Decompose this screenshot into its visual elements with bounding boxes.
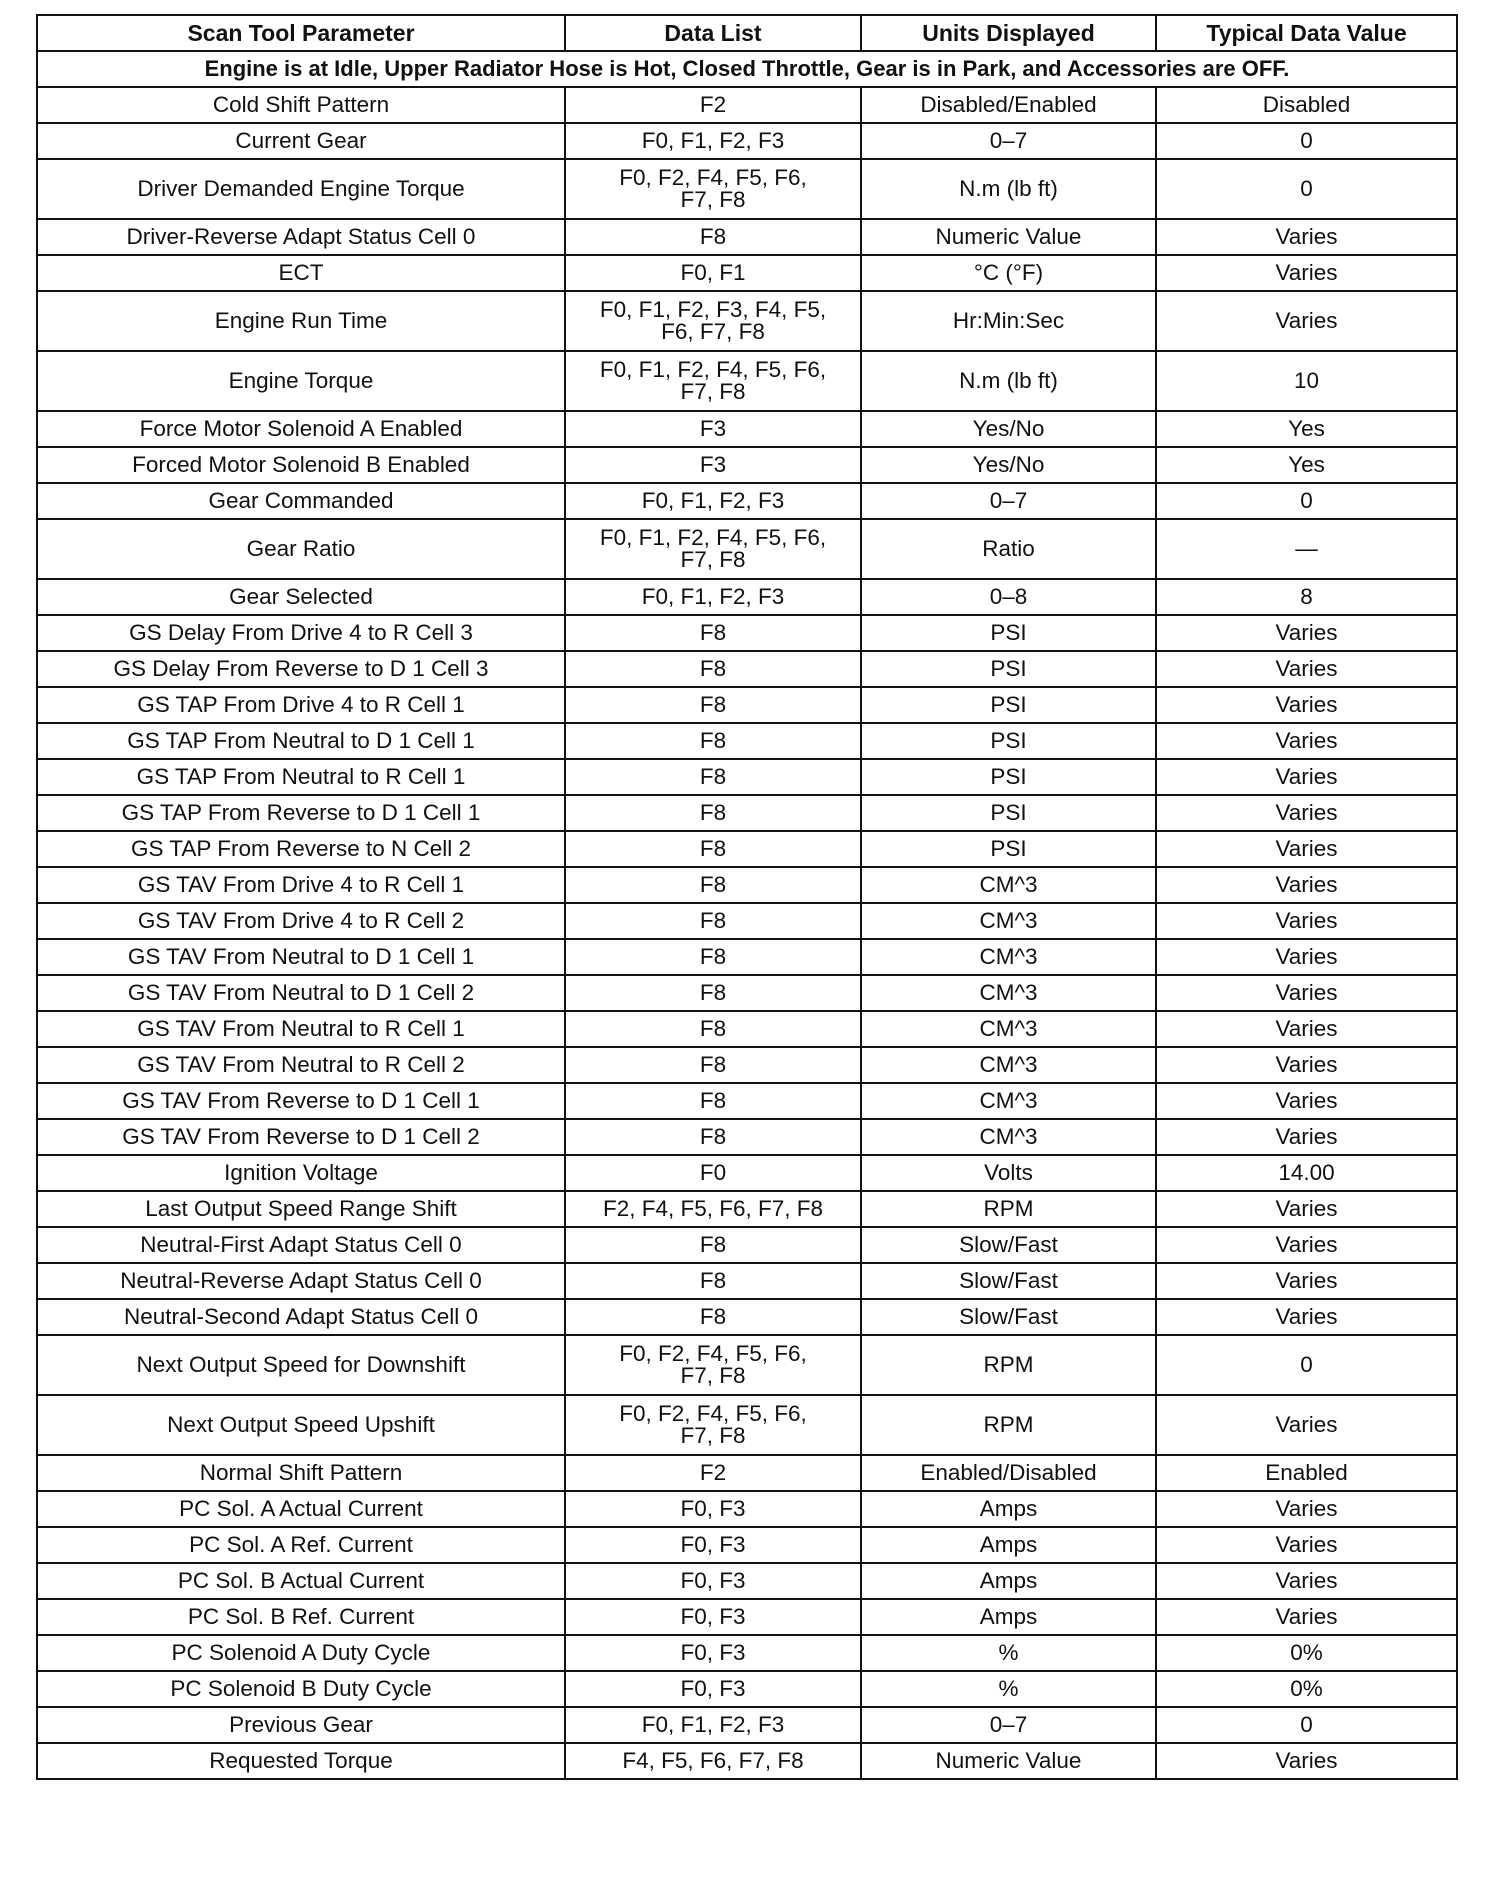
typical-value-cell: Varies — [1156, 831, 1457, 867]
data-list-cell: F0, F3 — [565, 1491, 861, 1527]
typical-value-cell: 0 — [1156, 1707, 1457, 1743]
typical-value-cell: Varies — [1156, 759, 1457, 795]
typical-value-cell: 0% — [1156, 1671, 1457, 1707]
typical-value-cell: Varies — [1156, 1395, 1457, 1455]
units-cell: PSI — [861, 795, 1156, 831]
parameter-cell: Engine Torque — [37, 351, 565, 411]
typical-value-cell: Varies — [1156, 651, 1457, 687]
table-row — [37, 723, 1457, 759]
typical-value-cell: 0 — [1156, 159, 1457, 219]
data-list-cell: F4, F5, F6, F7, F8 — [565, 1743, 861, 1779]
header-row — [37, 15, 1457, 51]
typical-value-cell: Varies — [1156, 1563, 1457, 1599]
table-row — [37, 519, 1457, 579]
parameter-cell: PC Sol. A Ref. Current — [37, 1527, 565, 1563]
units-cell: CM^3 — [861, 1047, 1156, 1083]
units-cell: Amps — [861, 1491, 1156, 1527]
parameter-cell: Cold Shift Pattern — [37, 87, 565, 123]
typical-value-cell: Yes — [1156, 411, 1457, 447]
parameter-cell: GS TAP From Drive 4 to R Cell 1 — [37, 687, 565, 723]
data-list-cell: F0, F1, F2, F3 — [565, 1707, 861, 1743]
table-row — [37, 651, 1457, 687]
units-cell: CM^3 — [861, 1011, 1156, 1047]
table-row — [37, 1743, 1457, 1779]
parameter-cell: PC Sol. B Ref. Current — [37, 1599, 565, 1635]
typical-value-cell: Disabled — [1156, 87, 1457, 123]
data-list-cell: F8 — [565, 651, 861, 687]
typical-value-cell: — — [1156, 519, 1457, 579]
parameter-cell: GS TAV From Neutral to D 1 Cell 1 — [37, 939, 565, 975]
typical-value-cell: Varies — [1156, 1047, 1457, 1083]
table-row — [37, 975, 1457, 1011]
data-list-cell: F0, F3 — [565, 1599, 861, 1635]
units-cell: RPM — [861, 1395, 1156, 1455]
units-cell: Yes/No — [861, 447, 1156, 483]
condition-row — [37, 51, 1457, 87]
table-row — [37, 1155, 1457, 1191]
data-list-cell: F0, F2, F4, F5, F6, F7, F8 — [565, 159, 861, 219]
units-cell: PSI — [861, 651, 1156, 687]
table-row — [37, 447, 1457, 483]
data-list-cell: F3 — [565, 411, 861, 447]
table-row — [37, 1299, 1457, 1335]
table-row — [37, 1191, 1457, 1227]
parameter-cell: Gear Ratio — [37, 519, 565, 579]
data-list-cell: F3 — [565, 447, 861, 483]
units-cell: Slow/Fast — [861, 1299, 1156, 1335]
data-list-cell: F8 — [565, 1047, 861, 1083]
units-cell: CM^3 — [861, 1083, 1156, 1119]
data-list-cell: F8 — [565, 939, 861, 975]
typical-value-cell: Varies — [1156, 903, 1457, 939]
typical-value-cell: Varies — [1156, 687, 1457, 723]
units-cell: 0–7 — [861, 123, 1156, 159]
table-row — [37, 1491, 1457, 1527]
units-cell: CM^3 — [861, 903, 1156, 939]
data-list-cell: F0 — [565, 1155, 861, 1191]
data-list-cell: F0, F2, F4, F5, F6, F7, F8 — [565, 1335, 861, 1395]
typical-value-cell: 0% — [1156, 1635, 1457, 1671]
units-cell: Hr:Min:Sec — [861, 291, 1156, 351]
test-condition-note: Engine is at Idle, Upper Radiator Hose is Hot, Closed Throttle, Gear is in Park, and Accessories are OFF. — [37, 51, 1457, 87]
table-row — [37, 411, 1457, 447]
table-row — [37, 1455, 1457, 1491]
units-cell: PSI — [861, 831, 1156, 867]
table-row — [37, 1263, 1457, 1299]
data-list-cell: F8 — [565, 723, 861, 759]
table-row — [37, 1707, 1457, 1743]
table-row — [37, 1527, 1457, 1563]
data-list-cell: F2 — [565, 1455, 861, 1491]
units-cell: Amps — [861, 1527, 1156, 1563]
parameter-cell: Driver Demanded Engine Torque — [37, 159, 565, 219]
parameter-cell: Previous Gear — [37, 1707, 565, 1743]
data-list-cell: F8 — [565, 831, 861, 867]
typical-value-cell: 0 — [1156, 1335, 1457, 1395]
header-units-displayed: Units Displayed — [861, 15, 1156, 51]
parameter-cell: Ignition Voltage — [37, 1155, 565, 1191]
parameter-cell: Gear Commanded — [37, 483, 565, 519]
table-row — [37, 903, 1457, 939]
typical-value-cell: Varies — [1156, 255, 1457, 291]
units-cell: PSI — [861, 723, 1156, 759]
parameter-cell: Gear Selected — [37, 579, 565, 615]
typical-value-cell: Yes — [1156, 447, 1457, 483]
data-list-cell: F8 — [565, 759, 861, 795]
units-cell: Enabled/Disabled — [861, 1455, 1156, 1491]
table-row — [37, 831, 1457, 867]
table-row — [37, 1671, 1457, 1707]
parameter-cell: GS TAP From Neutral to R Cell 1 — [37, 759, 565, 795]
units-cell: RPM — [861, 1191, 1156, 1227]
data-list-cell: F0, F1, F2, F3 — [565, 579, 861, 615]
table-row — [37, 1599, 1457, 1635]
data-list-cell: F0, F1, F2, F3, F4, F5, F6, F7, F8 — [565, 291, 861, 351]
table-row — [37, 687, 1457, 723]
table-body — [37, 51, 1457, 1779]
data-list-cell: F8 — [565, 1263, 861, 1299]
parameter-cell: PC Sol. B Actual Current — [37, 1563, 565, 1599]
units-cell: Slow/Fast — [861, 1263, 1156, 1299]
parameter-cell: Last Output Speed Range Shift — [37, 1191, 565, 1227]
units-cell: 0–7 — [861, 1707, 1156, 1743]
data-list-cell: F8 — [565, 615, 861, 651]
parameter-cell: Neutral-First Adapt Status Cell 0 — [37, 1227, 565, 1263]
parameter-cell: Force Motor Solenoid A Enabled — [37, 411, 565, 447]
typical-value-cell: Varies — [1156, 1491, 1457, 1527]
typical-value-cell: Varies — [1156, 615, 1457, 651]
parameter-cell: GS TAV From Neutral to R Cell 1 — [37, 1011, 565, 1047]
parameter-cell: Forced Motor Solenoid B Enabled — [37, 447, 565, 483]
data-list-cell: F0, F1 — [565, 255, 861, 291]
table-row — [37, 795, 1457, 831]
units-cell: Disabled/Enabled — [861, 87, 1156, 123]
parameter-cell: Driver-Reverse Adapt Status Cell 0 — [37, 219, 565, 255]
units-cell: Amps — [861, 1599, 1156, 1635]
parameter-cell: GS TAV From Neutral to D 1 Cell 2 — [37, 975, 565, 1011]
data-list-cell: F0, F1, F2, F3 — [565, 123, 861, 159]
units-cell: PSI — [861, 687, 1156, 723]
table-row — [37, 579, 1457, 615]
parameter-cell: GS TAV From Reverse to D 1 Cell 1 — [37, 1083, 565, 1119]
typical-value-cell: 10 — [1156, 351, 1457, 411]
data-list-cell: F0, F2, F4, F5, F6, F7, F8 — [565, 1395, 861, 1455]
data-list-cell: F8 — [565, 975, 861, 1011]
table-row — [37, 351, 1457, 411]
typical-value-cell: Varies — [1156, 867, 1457, 903]
parameter-cell: GS TAV From Reverse to D 1 Cell 2 — [37, 1119, 565, 1155]
parameter-cell: GS Delay From Reverse to D 1 Cell 3 — [37, 651, 565, 687]
data-list-cell: F8 — [565, 795, 861, 831]
parameter-cell: GS TAV From Drive 4 to R Cell 1 — [37, 867, 565, 903]
units-cell: CM^3 — [861, 939, 1156, 975]
units-cell: Yes/No — [861, 411, 1156, 447]
data-list-cell: F0, F3 — [565, 1635, 861, 1671]
table-row — [37, 1227, 1457, 1263]
header-data-list: Data List — [565, 15, 861, 51]
units-cell: N.m (lb ft) — [861, 159, 1156, 219]
units-cell: % — [861, 1635, 1156, 1671]
table-row — [37, 219, 1457, 255]
units-cell: 0–8 — [861, 579, 1156, 615]
data-list-cell: F8 — [565, 1083, 861, 1119]
units-cell: Amps — [861, 1563, 1156, 1599]
scan-tool-data-sheet — [36, 14, 1456, 1780]
parameter-cell: Neutral-Second Adapt Status Cell 0 — [37, 1299, 565, 1335]
table-row — [37, 1119, 1457, 1155]
units-cell: RPM — [861, 1335, 1156, 1395]
table-row — [37, 1011, 1457, 1047]
typical-value-cell: Varies — [1156, 219, 1457, 255]
parameter-cell: Next Output Speed for Downshift — [37, 1335, 565, 1395]
header-scan-tool-parameter: Scan Tool Parameter — [37, 15, 565, 51]
parameter-cell: PC Solenoid A Duty Cycle — [37, 1635, 565, 1671]
typical-value-cell: Varies — [1156, 1011, 1457, 1047]
typical-value-cell: Varies — [1156, 1083, 1457, 1119]
units-cell: 0–7 — [861, 483, 1156, 519]
table-row — [37, 255, 1457, 291]
parameter-cell: GS TAP From Reverse to N Cell 2 — [37, 831, 565, 867]
parameter-cell: PC Solenoid B Duty Cycle — [37, 1671, 565, 1707]
data-list-cell: F2, F4, F5, F6, F7, F8 — [565, 1191, 861, 1227]
data-list-cell: F0, F1, F2, F3 — [565, 483, 861, 519]
table-row — [37, 1047, 1457, 1083]
data-list-cell: F2 — [565, 87, 861, 123]
typical-value-cell: 14.00 — [1156, 1155, 1457, 1191]
units-cell: Numeric Value — [861, 219, 1156, 255]
units-cell: N.m (lb ft) — [861, 351, 1156, 411]
typical-value-cell: 8 — [1156, 579, 1457, 615]
parameter-cell: Requested Torque — [37, 1743, 565, 1779]
units-cell: CM^3 — [861, 975, 1156, 1011]
table-row — [37, 759, 1457, 795]
units-cell: Numeric Value — [861, 1743, 1156, 1779]
scan-tool-data-table — [36, 14, 1458, 1780]
table-row — [37, 291, 1457, 351]
data-list-cell: F8 — [565, 219, 861, 255]
parameter-cell: GS TAV From Neutral to R Cell 2 — [37, 1047, 565, 1083]
units-cell: CM^3 — [861, 1119, 1156, 1155]
data-list-cell: F8 — [565, 1119, 861, 1155]
units-cell: PSI — [861, 759, 1156, 795]
data-list-cell: F8 — [565, 687, 861, 723]
parameter-cell: Neutral-Reverse Adapt Status Cell 0 — [37, 1263, 565, 1299]
units-cell: °C (°F) — [861, 255, 1156, 291]
table-row — [37, 939, 1457, 975]
typical-value-cell: Varies — [1156, 795, 1457, 831]
typical-value-cell: 0 — [1156, 483, 1457, 519]
data-list-cell: F8 — [565, 1011, 861, 1047]
table-row — [37, 1635, 1457, 1671]
typical-value-cell: Varies — [1156, 1299, 1457, 1335]
table-row — [37, 159, 1457, 219]
units-cell: Slow/Fast — [861, 1227, 1156, 1263]
data-list-cell: F8 — [565, 1299, 861, 1335]
typical-value-cell: Varies — [1156, 1599, 1457, 1635]
parameter-cell: Current Gear — [37, 123, 565, 159]
table-row — [37, 1395, 1457, 1455]
units-cell: % — [861, 1671, 1156, 1707]
typical-value-cell: Varies — [1156, 1743, 1457, 1779]
typical-value-cell: Enabled — [1156, 1455, 1457, 1491]
data-list-cell: F8 — [565, 1227, 861, 1263]
typical-value-cell: Varies — [1156, 723, 1457, 759]
data-list-cell: F0, F3 — [565, 1563, 861, 1599]
parameter-cell: GS TAP From Reverse to D 1 Cell 1 — [37, 795, 565, 831]
data-list-cell: F8 — [565, 903, 861, 939]
typical-value-cell: Varies — [1156, 1527, 1457, 1563]
table-row — [37, 867, 1457, 903]
typical-value-cell: Varies — [1156, 1191, 1457, 1227]
table-row — [37, 123, 1457, 159]
data-list-cell: F0, F1, F2, F4, F5, F6, F7, F8 — [565, 351, 861, 411]
header-typical-data-value: Typical Data Value — [1156, 15, 1457, 51]
data-list-cell: F0, F3 — [565, 1671, 861, 1707]
parameter-cell: PC Sol. A Actual Current — [37, 1491, 565, 1527]
parameter-cell: ECT — [37, 255, 565, 291]
parameter-cell: GS TAP From Neutral to D 1 Cell 1 — [37, 723, 565, 759]
typical-value-cell: Varies — [1156, 975, 1457, 1011]
typical-value-cell: Varies — [1156, 1263, 1457, 1299]
units-cell: CM^3 — [861, 867, 1156, 903]
units-cell: PSI — [861, 615, 1156, 651]
table-row — [37, 87, 1457, 123]
parameter-cell: Engine Run Time — [37, 291, 565, 351]
parameter-cell: GS TAV From Drive 4 to R Cell 2 — [37, 903, 565, 939]
table-row — [37, 1563, 1457, 1599]
data-list-cell: F0, F3 — [565, 1527, 861, 1563]
parameter-cell: Normal Shift Pattern — [37, 1455, 565, 1491]
typical-value-cell: 0 — [1156, 123, 1457, 159]
parameter-cell: GS Delay From Drive 4 to R Cell 3 — [37, 615, 565, 651]
table-row — [37, 615, 1457, 651]
units-cell: Volts — [861, 1155, 1156, 1191]
typical-value-cell: Varies — [1156, 939, 1457, 975]
table-row — [37, 1335, 1457, 1395]
data-list-cell: F0, F1, F2, F4, F5, F6, F7, F8 — [565, 519, 861, 579]
typical-value-cell: Varies — [1156, 291, 1457, 351]
typical-value-cell: Varies — [1156, 1119, 1457, 1155]
data-list-cell: F8 — [565, 867, 861, 903]
units-cell: Ratio — [861, 519, 1156, 579]
table-row — [37, 483, 1457, 519]
typical-value-cell: Varies — [1156, 1227, 1457, 1263]
table-row — [37, 1083, 1457, 1119]
parameter-cell: Next Output Speed Upshift — [37, 1395, 565, 1455]
